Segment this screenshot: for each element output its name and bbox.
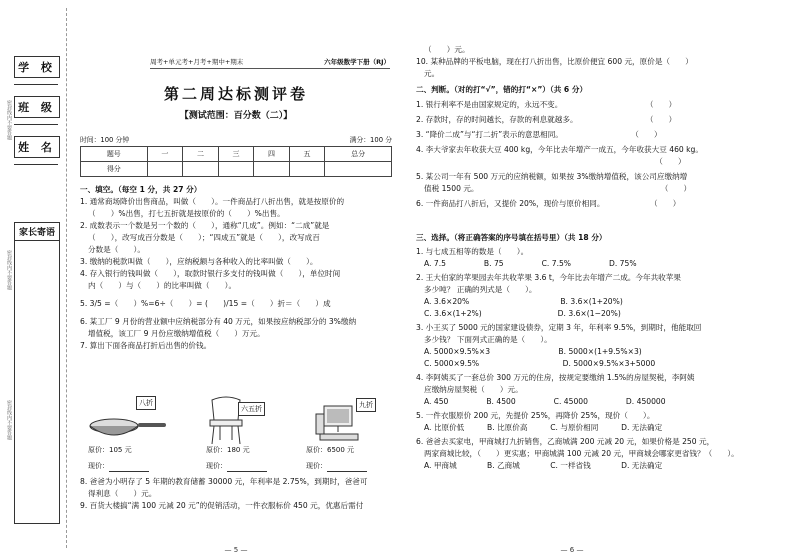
question-line: 10. 某种品牌的平板电脑，现在打八折出售，比原价便宜 600 元，原价是（ ） (416, 57, 693, 66)
question-line: 5. 某公司一年有 500 万元的应纳税额，如果按 3%缴纳增值税，该公司应缴纳增 (416, 172, 688, 181)
option-line: A. 7.5 B. 75 C. 7.5% D. 75% (424, 259, 637, 268)
question-line: 元。 (424, 69, 440, 78)
question-line: 7. 算出下面各商品打折后出售的价钱。 (80, 341, 212, 350)
page-header (150, 56, 390, 69)
current-price-label: 现价： (88, 462, 109, 470)
table-cell: 一 (147, 147, 183, 162)
option-line: A. 比原价低 B. 比原价高 C. 与原价相同 D. 无法确定 (424, 423, 663, 432)
question-block (80, 476, 392, 512)
table-cell: 三 (218, 147, 254, 162)
section-fill-blank (80, 184, 392, 352)
table-cell: 总分 (325, 147, 392, 162)
family-message-title: 家长寄语 (15, 225, 59, 241)
section-judge (416, 84, 728, 210)
page-number: — 6 — (560, 546, 584, 554)
score-field[interactable] (254, 162, 290, 177)
page-number: — 5 — (224, 546, 248, 554)
discount-tag: 八折 (136, 396, 156, 410)
class-label: 班 级 (14, 96, 60, 118)
question-line: 得利息（ ）元。 (88, 489, 157, 498)
question-line: （ ）%出售，打七五折就是按原价的（ ）%出售。 (88, 209, 285, 218)
score-field[interactable] (147, 162, 183, 177)
question-line: 5. 一件衣服原价 200 元，先提价 25%，再降价 25%，现价（ ）。 (416, 411, 655, 420)
original-price: 原价：105 元 (88, 446, 132, 454)
question-line: 3. “降价二成”与“打二折”表示的意思相同。 （ ） (416, 130, 662, 139)
question-line: 2. 成数表示一个数是另一个数的（ ），通称“几成”。例如：“二成”就是 (80, 221, 330, 230)
answer-field[interactable] (227, 463, 267, 472)
question-line: 6. 爸爸去买家电，甲商城打九折销售，乙商城满 200 元减 20 元，如果价格是 250 元， (416, 437, 715, 446)
test-scope: 【测试范围：百分数（二）】 (179, 111, 293, 121)
question-line: 2. 存款时，存的时间越长，存款的利息就越多。 （ ） (416, 115, 677, 124)
family-message-box (14, 222, 60, 524)
table-cell: 四 (254, 147, 290, 162)
question-line: 3. 小王买了 5000 元的国家建设债券，定期 3 年，年利率 9.5%，到期时，他能取回 (416, 323, 702, 332)
question-line: 应缴纳房屋契税（ ）元。 (424, 385, 523, 394)
question-line: 1. 通常商场降价出售商品，叫做（ ）。一件商品打八折出售，就是按原价的 (80, 197, 345, 206)
section-heading: 三、选择。（将正确答案的序号填在括号里）（共 18 分） (416, 233, 607, 242)
header-grade: 六年级数学下册（RJ） (324, 58, 390, 66)
school-line (14, 84, 58, 85)
option-line: C. 5000×9.5% D. 5000×9.5%×3+5000 (424, 359, 656, 368)
question-line: 两家商城比较，（ ）更实惠；甲商城满 100 元减 20 元，甲商城会哪家更省钱？（ ）。 (424, 449, 739, 458)
page-title: 第二周达标测评卷 (163, 85, 308, 103)
time-limit: 时间：100 分钟 (80, 136, 130, 144)
seal-notice: 密封线内不要答题 (6, 100, 12, 140)
score-field[interactable] (325, 162, 392, 177)
question-line: （ ），改写成百分数是（ ）；“四成五”就是（ ），改写成百 (88, 233, 320, 242)
question-line: 4. 李大爷家去年收获大豆 400 kg，今年比去年增产一成五，今年收获大豆 460 kg。 (416, 145, 703, 154)
option-line: A. 5000×9.5%×3 B. 5000×(1+9.5%×3) (424, 347, 642, 356)
score-field[interactable] (183, 162, 219, 177)
question-line: 6. 某工厂 9 月份的营业额中应纳税部分有 40 万元，如果按应纳税部分的 3%缴纳 (80, 317, 357, 326)
table-cell: 题号 (81, 147, 148, 162)
question-line: （ ）元。 (424, 45, 470, 54)
school-label: 学 校 (14, 56, 60, 78)
discount-tag: 六五折 (238, 402, 265, 416)
question-line: 多少钱？ 下面列式正确的是（ ）。 (424, 335, 552, 344)
option-line: C. 3.6×(1+2%) D. 3.6×(1−20%) (424, 309, 621, 318)
score-field[interactable] (289, 162, 325, 177)
frying-pan-icon (88, 414, 168, 442)
name-label: 姓 名 (14, 136, 60, 158)
question-line: 多少吨？ 正确的列式是（ ）。 (424, 285, 537, 294)
class-line (14, 124, 58, 125)
section-heading: 二、判断。（对的打“√”，错的打“×”）（共 6 分） (416, 85, 588, 94)
current-price (306, 460, 367, 472)
answer-field[interactable] (109, 463, 149, 472)
header-tags: 周考+单元考+月考+期中+期末 (150, 58, 244, 66)
seal-notice: 密封线内不要答题 (6, 250, 12, 290)
name-line (14, 164, 58, 165)
option-line: A. 甲商城 B. 乙商城 C. 一样省钱 D. 无法确定 (424, 461, 663, 470)
seal-notice: 密封线内不要答题 (6, 400, 12, 440)
discount-tag: 九折 (356, 398, 376, 412)
table-row (81, 147, 392, 162)
table-cell: 五 (289, 147, 325, 162)
original-price: 原价：6500 元 (306, 446, 355, 454)
option-line: A. 450 B. 4500 C. 45000 D. 450000 (424, 397, 666, 406)
question-line: 2. 王大伯家的苹果园去年共收苹果 3.6 t，今年比去年增产二成。今年共收苹果 (416, 273, 681, 282)
option-line: A. 3.6×20% B. 3.6×(1+20%) (424, 297, 623, 306)
question-line: 值税 1500 元。 （ ） (424, 184, 692, 193)
score-table (80, 146, 392, 177)
section-choice (416, 232, 739, 472)
score-field[interactable] (218, 162, 254, 177)
question-line: 4. 存入银行的钱叫做（ ），取款时银行多支付的钱叫做（ ），单位时间 (80, 269, 341, 278)
table-cell: 得分 (81, 162, 148, 177)
question-block (416, 44, 728, 80)
table-row (81, 162, 392, 177)
question-line: 9. 百货大楼搞“满 100 元减 20 元”的促销活动，一件衣服标价 450 元，优惠后需付 (80, 501, 364, 510)
question-line: 8. 爸爸为小明存了 5 年期的教育储蓄 30000 元，年利率是 2.75%，到期时，爸爸可 (80, 477, 368, 486)
current-price (206, 460, 267, 472)
current-price-label: 现价： (306, 462, 327, 470)
question-line: （ ） (416, 157, 686, 166)
question-line: 内（ ）与（ ）的比率叫做（ ）。 (88, 281, 237, 290)
current-price-label: 现价： (206, 462, 227, 470)
page-6 (416, 0, 739, 560)
table-cell: 二 (183, 147, 219, 162)
time-score-line (80, 134, 392, 146)
answer-field[interactable] (327, 463, 367, 472)
seal-dashed-line (66, 8, 67, 548)
question-line: 1. 与七成五相等的数是（ ）。 (416, 247, 529, 256)
question-line: 分数是（ ）。 (88, 245, 145, 254)
binding-strip (0, 0, 74, 560)
question-line: 增值税，该工厂 9 月份应缴纳增值税（ ）万元。 (88, 329, 265, 338)
question-line: 1. 银行利率不是由国家规定的，永远不变。 （ ） (416, 100, 677, 109)
page-5 (80, 0, 392, 560)
question-line: 5. 3/5 =（ ）%=6÷（ ）= ( )/15 =（ ）折＝（ ）成 (80, 299, 331, 308)
full-score: 满分：100 分 (349, 136, 392, 144)
question-line: 3. 缴纳的税款叫做（ ），应纳税额与各种收入的比率叫做（ ）。 (80, 257, 318, 266)
question-line: 6. 一件商品打八折后，又提价 20%，现价与原价相同。 （ ） (416, 199, 681, 208)
current-price (88, 460, 149, 472)
section-heading: 一、填空。（每空 1 分，共 27 分） (80, 185, 202, 194)
original-price: 原价：180 元 (206, 446, 250, 454)
question-line: 4. 李阿姨买了一套总价 300 万元的住房，按规定要缴纳 1.5%的房屋契税，李阿姨 (416, 373, 695, 382)
